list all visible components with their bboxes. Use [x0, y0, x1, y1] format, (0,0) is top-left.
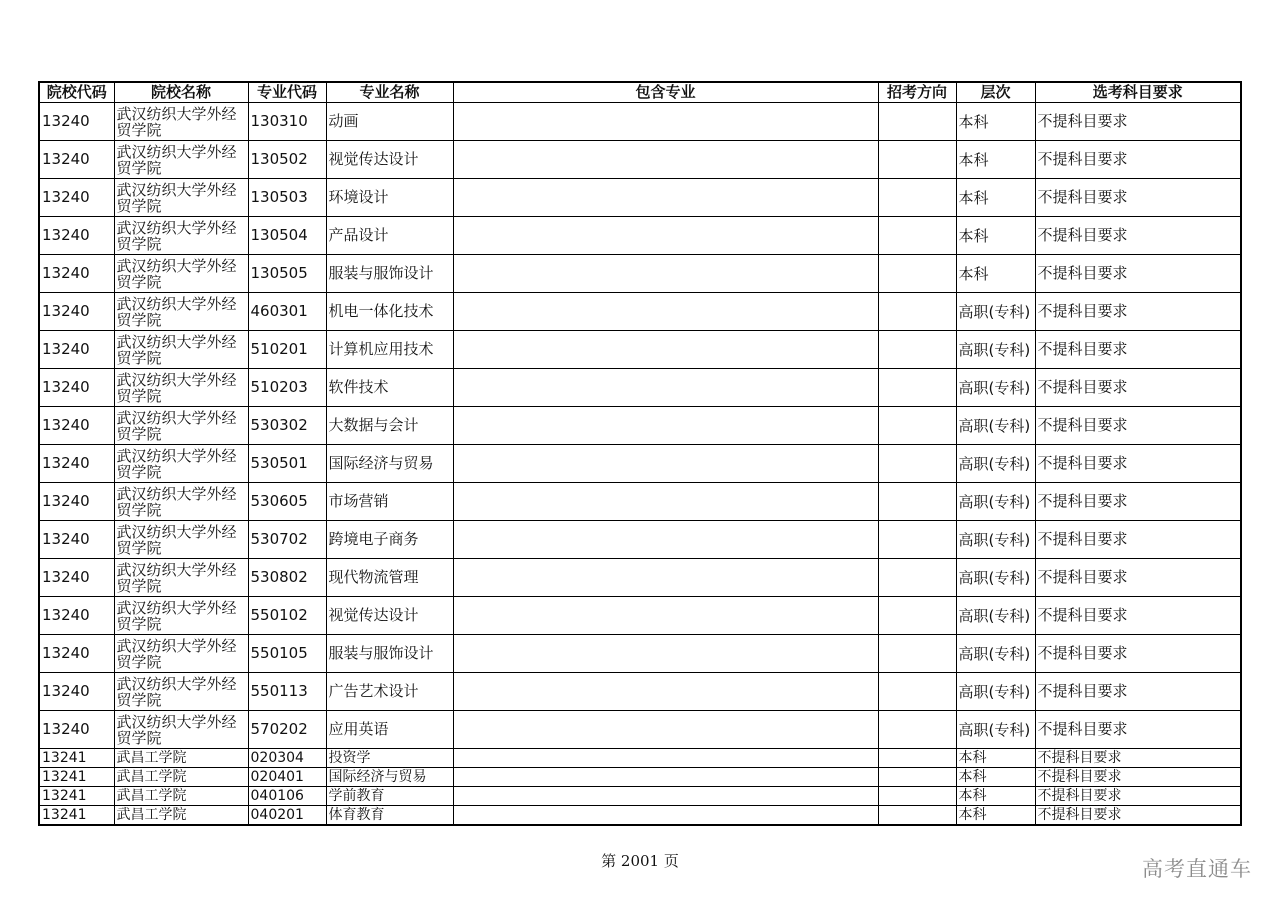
- cell-major-code: 130502: [248, 141, 326, 179]
- header-level: 层次: [956, 82, 1035, 103]
- cell-major-code: 550113: [248, 673, 326, 711]
- cell-major-name: 体育教育: [326, 806, 453, 826]
- cell-included-majors: [453, 483, 878, 521]
- cell-school-code: 13240: [39, 179, 114, 217]
- admissions-table: [38, 81, 1242, 826]
- cell-included-majors: [453, 559, 878, 597]
- watermark: 高考直通车: [1142, 857, 1252, 881]
- page-number: 第 2001 页: [601, 852, 679, 870]
- cell-direction: [878, 293, 956, 331]
- cell-school-name: 武汉纺织大学外经贸学院: [114, 141, 248, 179]
- cell-level: 高职(专科): [956, 711, 1035, 749]
- cell-school-code: 13240: [39, 597, 114, 635]
- cell-major-name: 广告艺术设计: [326, 673, 453, 711]
- cell-major-name: 现代物流管理: [326, 559, 453, 597]
- table-row: [39, 559, 1241, 597]
- cell-direction: [878, 806, 956, 826]
- cell-subject-requirement: 不提科目要求: [1035, 673, 1241, 711]
- cell-direction: [878, 768, 956, 787]
- header-school-code: 院校代码: [39, 82, 114, 103]
- table-row: [39, 787, 1241, 806]
- table-row: [39, 141, 1241, 179]
- cell-subject-requirement: 不提科目要求: [1035, 711, 1241, 749]
- cell-major-name: 视觉传达设计: [326, 141, 453, 179]
- table-row: [39, 217, 1241, 255]
- cell-major-code: 530702: [248, 521, 326, 559]
- cell-included-majors: [453, 407, 878, 445]
- cell-major-name: 软件技术: [326, 369, 453, 407]
- table-row: [39, 293, 1241, 331]
- table-row: [39, 407, 1241, 445]
- cell-included-majors: [453, 635, 878, 673]
- cell-included-majors: [453, 293, 878, 331]
- cell-direction: [878, 217, 956, 255]
- cell-level: 高职(专科): [956, 331, 1035, 369]
- cell-direction: [878, 483, 956, 521]
- cell-direction: [878, 141, 956, 179]
- cell-direction: [878, 331, 956, 369]
- cell-subject-requirement: 不提科目要求: [1035, 787, 1241, 806]
- cell-school-name: 武汉纺织大学外经贸学院: [114, 407, 248, 445]
- cell-school-code: 13240: [39, 559, 114, 597]
- cell-level: 高职(专科): [956, 407, 1035, 445]
- cell-included-majors: [453, 179, 878, 217]
- cell-level: 高职(专科): [956, 673, 1035, 711]
- cell-level: 本科: [956, 768, 1035, 787]
- cell-subject-requirement: 不提科目要求: [1035, 293, 1241, 331]
- cell-school-name: 武汉纺织大学外经贸学院: [114, 369, 248, 407]
- cell-included-majors: [453, 331, 878, 369]
- cell-major-code: 530605: [248, 483, 326, 521]
- cell-major-name: 动画: [326, 103, 453, 141]
- cell-major-code: 460301: [248, 293, 326, 331]
- cell-major-name: 国际经济与贸易: [326, 768, 453, 787]
- cell-school-name: 武汉纺织大学外经贸学院: [114, 179, 248, 217]
- cell-major-code: 020401: [248, 768, 326, 787]
- cell-subject-requirement: 不提科目要求: [1035, 768, 1241, 787]
- table-row: [39, 673, 1241, 711]
- table-row: [39, 255, 1241, 293]
- table-row: [39, 806, 1241, 826]
- cell-direction: [878, 711, 956, 749]
- cell-level: 本科: [956, 141, 1035, 179]
- cell-level: 高职(专科): [956, 369, 1035, 407]
- cell-direction: [878, 521, 956, 559]
- cell-direction: [878, 445, 956, 483]
- cell-major-code: 040201: [248, 806, 326, 826]
- table-row: [39, 597, 1241, 635]
- table-row: [39, 103, 1241, 141]
- cell-included-majors: [453, 521, 878, 559]
- cell-included-majors: [453, 445, 878, 483]
- cell-included-majors: [453, 141, 878, 179]
- cell-level: 高职(专科): [956, 445, 1035, 483]
- cell-level: 高职(专科): [956, 597, 1035, 635]
- cell-major-name: 服装与服饰设计: [326, 255, 453, 293]
- cell-major-code: 550102: [248, 597, 326, 635]
- cell-school-name: 武昌工学院: [114, 768, 248, 787]
- cell-level: 本科: [956, 806, 1035, 826]
- cell-included-majors: [453, 217, 878, 255]
- cell-school-code: 13240: [39, 445, 114, 483]
- cell-level: 本科: [956, 749, 1035, 768]
- cell-included-majors: [453, 597, 878, 635]
- cell-included-majors: [453, 749, 878, 768]
- cell-major-name: 计算机应用技术: [326, 331, 453, 369]
- cell-level: 高职(专科): [956, 635, 1035, 673]
- cell-school-code: 13241: [39, 768, 114, 787]
- cell-subject-requirement: 不提科目要求: [1035, 559, 1241, 597]
- cell-direction: [878, 673, 956, 711]
- cell-included-majors: [453, 255, 878, 293]
- cell-school-name: 武昌工学院: [114, 787, 248, 806]
- cell-direction: [878, 559, 956, 597]
- cell-major-code: 530302: [248, 407, 326, 445]
- cell-level: 本科: [956, 179, 1035, 217]
- cell-major-name: 服装与服饰设计: [326, 635, 453, 673]
- cell-school-code: 13241: [39, 787, 114, 806]
- cell-major-code: 040106: [248, 787, 326, 806]
- table-row: [39, 711, 1241, 749]
- cell-major-code: 510203: [248, 369, 326, 407]
- cell-school-name: 武汉纺织大学外经贸学院: [114, 217, 248, 255]
- cell-school-name: 武昌工学院: [114, 806, 248, 826]
- cell-school-code: 13241: [39, 749, 114, 768]
- cell-school-code: 13240: [39, 407, 114, 445]
- cell-level: 高职(专科): [956, 293, 1035, 331]
- cell-direction: [878, 597, 956, 635]
- cell-school-code: 13240: [39, 217, 114, 255]
- cell-direction: [878, 369, 956, 407]
- cell-major-code: 020304: [248, 749, 326, 768]
- cell-major-name: 投资学: [326, 749, 453, 768]
- cell-school-name: 武汉纺织大学外经贸学院: [114, 597, 248, 635]
- table-row: [39, 445, 1241, 483]
- cell-included-majors: [453, 787, 878, 806]
- table-row: [39, 521, 1241, 559]
- cell-school-name: 武汉纺织大学外经贸学院: [114, 293, 248, 331]
- cell-subject-requirement: 不提科目要求: [1035, 806, 1241, 826]
- cell-school-code: 13240: [39, 711, 114, 749]
- cell-included-majors: [453, 673, 878, 711]
- cell-major-name: 跨境电子商务: [326, 521, 453, 559]
- cell-school-code: 13240: [39, 673, 114, 711]
- cell-subject-requirement: 不提科目要求: [1035, 635, 1241, 673]
- cell-subject-requirement: 不提科目要求: [1035, 597, 1241, 635]
- cell-subject-requirement: 不提科目要求: [1035, 369, 1241, 407]
- cell-major-code: 550105: [248, 635, 326, 673]
- table-header: [39, 82, 1241, 103]
- header-major-code: 专业代码: [248, 82, 326, 103]
- table-row: [39, 483, 1241, 521]
- header-row: [39, 82, 1241, 103]
- cell-level: 本科: [956, 255, 1035, 293]
- cell-school-code: 13240: [39, 255, 114, 293]
- cell-school-name: 武昌工学院: [114, 749, 248, 768]
- cell-school-code: 13240: [39, 141, 114, 179]
- cell-included-majors: [453, 103, 878, 141]
- cell-subject-requirement: 不提科目要求: [1035, 331, 1241, 369]
- cell-included-majors: [453, 369, 878, 407]
- cell-subject-requirement: 不提科目要求: [1035, 217, 1241, 255]
- header-included-majors: 包含专业: [453, 82, 878, 103]
- cell-major-code: 130504: [248, 217, 326, 255]
- cell-school-code: 13240: [39, 635, 114, 673]
- cell-school-code: 13240: [39, 103, 114, 141]
- cell-direction: [878, 179, 956, 217]
- cell-included-majors: [453, 768, 878, 787]
- cell-subject-requirement: 不提科目要求: [1035, 141, 1241, 179]
- cell-subject-requirement: 不提科目要求: [1035, 255, 1241, 293]
- cell-direction: [878, 255, 956, 293]
- cell-school-name: 武汉纺织大学外经贸学院: [114, 103, 248, 141]
- cell-major-code: 530802: [248, 559, 326, 597]
- header-school-name: 院校名称: [114, 82, 248, 103]
- cell-level: 本科: [956, 217, 1035, 255]
- cell-school-code: 13240: [39, 521, 114, 559]
- cell-school-name: 武汉纺织大学外经贸学院: [114, 255, 248, 293]
- cell-major-code: 130503: [248, 179, 326, 217]
- header-major-name: 专业名称: [326, 82, 453, 103]
- cell-direction: [878, 787, 956, 806]
- cell-major-name: 学前教育: [326, 787, 453, 806]
- cell-school-name: 武汉纺织大学外经贸学院: [114, 673, 248, 711]
- cell-direction: [878, 407, 956, 445]
- cell-major-name: 市场营销: [326, 483, 453, 521]
- cell-subject-requirement: 不提科目要求: [1035, 521, 1241, 559]
- cell-school-code: 13240: [39, 331, 114, 369]
- cell-level: 本科: [956, 103, 1035, 141]
- table-row: [39, 179, 1241, 217]
- cell-major-name: 机电一体化技术: [326, 293, 453, 331]
- cell-major-code: 570202: [248, 711, 326, 749]
- cell-subject-requirement: 不提科目要求: [1035, 103, 1241, 141]
- cell-school-name: 武汉纺织大学外经贸学院: [114, 521, 248, 559]
- header-direction: 招考方向: [878, 82, 956, 103]
- cell-major-name: 视觉传达设计: [326, 597, 453, 635]
- cell-subject-requirement: 不提科目要求: [1035, 749, 1241, 768]
- table-row: [39, 369, 1241, 407]
- cell-subject-requirement: 不提科目要求: [1035, 445, 1241, 483]
- cell-level: 高职(专科): [956, 559, 1035, 597]
- cell-direction: [878, 635, 956, 673]
- cell-school-code: 13241: [39, 806, 114, 826]
- cell-school-code: 13240: [39, 293, 114, 331]
- cell-school-name: 武汉纺织大学外经贸学院: [114, 445, 248, 483]
- cell-level: 本科: [956, 787, 1035, 806]
- cell-major-name: 产品设计: [326, 217, 453, 255]
- cell-major-name: 环境设计: [326, 179, 453, 217]
- cell-subject-requirement: 不提科目要求: [1035, 179, 1241, 217]
- cell-major-code: 530501: [248, 445, 326, 483]
- cell-level: 高职(专科): [956, 483, 1035, 521]
- cell-level: 高职(专科): [956, 521, 1035, 559]
- cell-school-code: 13240: [39, 369, 114, 407]
- cell-major-name: 应用英语: [326, 711, 453, 749]
- cell-school-code: 13240: [39, 483, 114, 521]
- cell-school-name: 武汉纺织大学外经贸学院: [114, 331, 248, 369]
- cell-included-majors: [453, 711, 878, 749]
- table-body: [39, 103, 1241, 826]
- cell-major-name: 大数据与会计: [326, 407, 453, 445]
- table-row: [39, 635, 1241, 673]
- cell-subject-requirement: 不提科目要求: [1035, 407, 1241, 445]
- table-row: [39, 749, 1241, 768]
- header-subject-requirement: 选考科目要求: [1035, 82, 1241, 103]
- cell-direction: [878, 103, 956, 141]
- table-row: [39, 768, 1241, 787]
- cell-major-code: 510201: [248, 331, 326, 369]
- cell-school-name: 武汉纺织大学外经贸学院: [114, 635, 248, 673]
- cell-school-name: 武汉纺织大学外经贸学院: [114, 711, 248, 749]
- table-row: [39, 331, 1241, 369]
- cell-major-code: 130505: [248, 255, 326, 293]
- cell-major-code: 130310: [248, 103, 326, 141]
- cell-major-name: 国际经济与贸易: [326, 445, 453, 483]
- cell-subject-requirement: 不提科目要求: [1035, 483, 1241, 521]
- cell-school-name: 武汉纺织大学外经贸学院: [114, 559, 248, 597]
- cell-included-majors: [453, 806, 878, 826]
- cell-school-name: 武汉纺织大学外经贸学院: [114, 483, 248, 521]
- cell-direction: [878, 749, 956, 768]
